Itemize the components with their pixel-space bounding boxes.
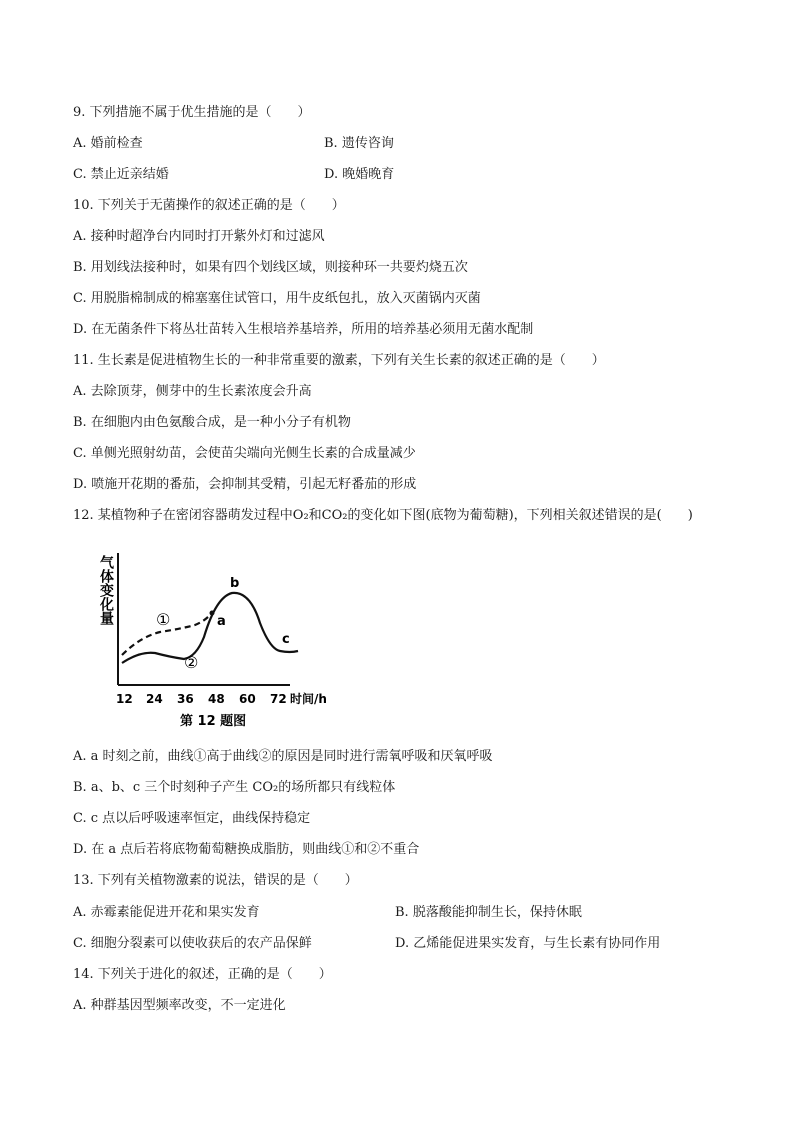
x-tick: 72 — [270, 692, 287, 706]
q12-option-b: B. a、b、c 三个时刻种子产生 CO₂的场所都只有线粒体 — [73, 780, 396, 795]
q9-stem: 9. 下列措施不属于优生措施的是（ ） — [73, 105, 311, 120]
curve-2-label: ② — [184, 653, 199, 672]
y-axis-label: 气体变化量 — [98, 555, 114, 625]
point-a-marker — [210, 611, 215, 616]
x-axis-label: 时间/h — [290, 692, 327, 706]
q13-option-a: A. 赤霉素能促进开花和果实发育 — [73, 905, 260, 920]
q10-option-d: D. 在无菌条件下将丛壮苗转入生根培养基培养，所用的培养基必须用无菌水配制 — [73, 322, 534, 337]
q9-option-c: C. 禁止近亲结婚 — [73, 167, 169, 182]
q13-stem: 13. 下列有关植物激素的说法，错误的是（ ） — [73, 873, 358, 888]
q9-option-d: D. 晚婚晚育 — [324, 167, 395, 182]
q9-option-a: A. 婚前检查 — [73, 136, 143, 151]
x-tick: 24 — [146, 692, 163, 706]
point-a-label: a — [217, 614, 226, 629]
q14-stem: 14. 下列关于进化的叙述，正确的是（ ） — [73, 967, 332, 982]
point-c-label: c — [282, 632, 290, 647]
q13-option-d: D. 乙烯能促进果实发育，与生长素有协同作用 — [395, 936, 661, 951]
q14-option-a: A. 种群基因型频率改变，不一定进化 — [73, 998, 286, 1013]
q11-stem: 11. 生长素是促进植物生长的一种非常重要的激素，下列有关生长素的叙述正确的是（ ） — [73, 353, 605, 368]
q10-option-a: A. 接种时超净台内同时打开紫外灯和过滤风 — [73, 229, 325, 244]
q10-stem: 10. 下列关于无菌操作的叙述正确的是（ ） — [73, 198, 345, 213]
q12-option-d: D. 在 a 点后若将底物葡萄糖换成脂肪，则曲线①和②不重合 — [73, 842, 420, 857]
q11-option-a: A. 去除顶芽，侧芽中的生长素浓度会升高 — [73, 384, 312, 399]
q11-option-c: C. 单侧光照射幼苗，会使苗尖端向光侧生长素的合成量减少 — [73, 446, 416, 461]
curve-2-solid — [122, 593, 298, 663]
q10-option-c: C. 用脱脂棉制成的棉塞塞住试管口，用牛皮纸包扎，放入灭菌锅内灭菌 — [73, 291, 481, 306]
x-tick: 48 — [208, 692, 225, 706]
x-tick: 60 — [239, 692, 256, 706]
x-tick: 12 — [116, 692, 133, 706]
curve-1-label: ① — [156, 610, 171, 629]
q11-option-d: D. 喷施开花期的番茄，会抑制其受精，引起无籽番茄的形成 — [73, 477, 417, 492]
q13-option-c: C. 细胞分裂素可以使收获后的农产品保鲜 — [73, 936, 312, 951]
figure-caption: 第 12 题图 — [180, 714, 247, 729]
q9-option-b: B. 遗传咨询 — [324, 136, 394, 151]
q12-graph — [100, 545, 360, 735]
q12-stem: 12. 某植物种子在密闭容器萌发过程中O₂和CO₂的变化如下图(底物为葡萄糖)，下列相关叙述错误的是( ) — [73, 508, 693, 523]
q12-figure — [100, 545, 360, 735]
point-b-label: b — [230, 576, 240, 591]
q11-option-b: B. 在细胞内由色氨酸合成，是一种小分子有机物 — [73, 415, 351, 430]
q13-option-b: B. 脱落酸能抑制生长，保持休眠 — [395, 905, 582, 920]
q10-option-b: B. 用划线法接种时，如果有四个划线区域，则接种环一共要灼烧五次 — [73, 260, 468, 275]
q12-option-a: A. a 时刻之前，曲线①高于曲线②的原因是同时进行需氧呼吸和厌氧呼吸 — [73, 749, 493, 764]
x-tick: 36 — [177, 692, 194, 706]
q12-option-c: C. c 点以后呼吸速率恒定，曲线保持稳定 — [73, 811, 311, 826]
